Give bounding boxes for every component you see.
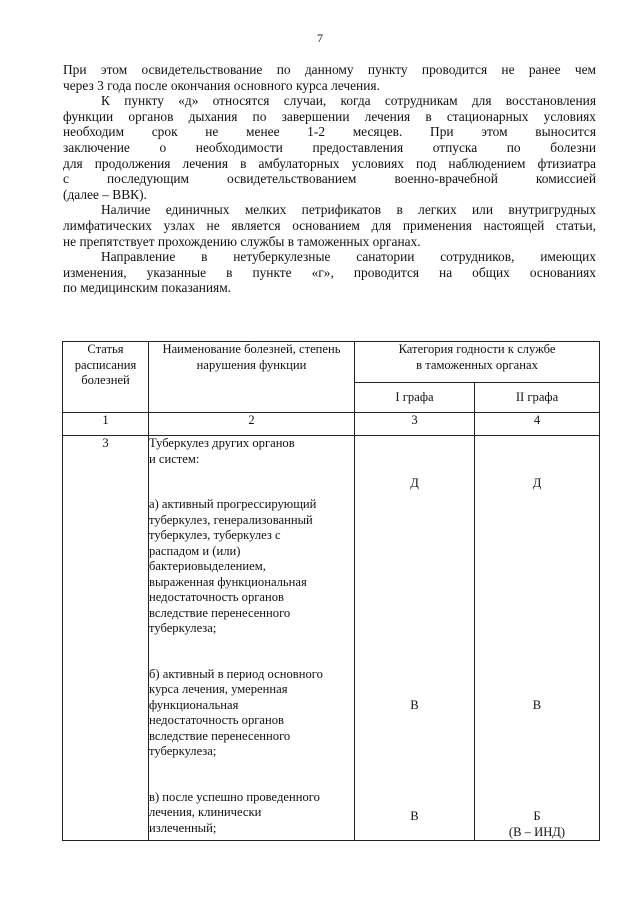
column-number-row	[63, 413, 600, 436]
paragraph-line: лимфатических узлах не является основанием для применения настоящей статьи,	[63, 217, 596, 233]
text-line: вследствие перенесенного	[149, 728, 291, 743]
item-b	[149, 667, 354, 760]
text-line: и систем:	[149, 451, 200, 466]
table-row	[63, 436, 600, 841]
article-number: 3	[63, 436, 149, 841]
header-column-i: I графа	[355, 383, 475, 413]
header-line: в таможенных органах	[416, 357, 538, 372]
header-fitness-category	[355, 342, 600, 383]
paragraph-3	[63, 202, 596, 249]
item-a	[149, 497, 354, 637]
text-line: выраженная функциональная	[149, 574, 307, 589]
column-number: 2	[149, 413, 355, 436]
header-line: нарушения функции	[196, 357, 307, 372]
paragraph-line: для продолжения лечения в амбулаторных условиях под наблюдением фтизиатра	[63, 155, 596, 171]
fitness-category-table	[62, 341, 600, 841]
text-line: в) после успешно проведенного	[149, 789, 320, 804]
category-mark-note: (В – ИНД)	[508, 824, 566, 839]
header-column-ii: II графа	[475, 383, 600, 413]
text-line: бактериовыделением,	[149, 559, 266, 573]
paragraph-line: через 3 года после окончания основного курса лечения.	[63, 77, 380, 93]
paragraph-line: Наличие единичных мелких петрификатов в легких или внутригрудных	[101, 202, 596, 218]
paragraph-line: по медицинским показаниям.	[63, 280, 232, 296]
text-line: функциональная	[149, 697, 239, 712]
text-line: туберкулез, генерализованный	[149, 512, 313, 527]
item-c	[149, 790, 354, 837]
category-mark: В	[410, 697, 419, 712]
page-number: 7	[317, 31, 323, 45]
category-mark: В	[410, 809, 419, 823]
category-mark: Д	[410, 476, 419, 490]
category-column-i	[355, 436, 475, 841]
text-line: недостаточность органов	[149, 713, 285, 727]
paragraph-line: функции органов дыхания по завершении лечения в стационарных условиях	[63, 108, 596, 124]
text-line: а) активный прогрессирующий	[149, 497, 317, 511]
paragraph-line: не препятствует прохождению службы в таможенных органах.	[63, 233, 421, 249]
paragraph-line: необходим срок не менее 1-2 месяцев. При этом выносится	[63, 124, 596, 140]
text-line: курса лечения, умеренная	[149, 682, 288, 696]
paragraph-line: К пункту «д» относятся случаи, когда сотрудникам для восстановления	[101, 93, 596, 109]
header-line: Статья	[87, 342, 124, 356]
text-line: туберкулез, туберкулез с	[149, 528, 281, 542]
table-header-row	[63, 342, 600, 383]
text-line: Туберкулез других органов	[149, 436, 295, 450]
body-text	[63, 62, 596, 296]
paragraph-4	[63, 249, 596, 296]
text-line: б) активный в период основного	[149, 666, 323, 681]
text-line: туберкулеза;	[149, 744, 217, 758]
header-article	[63, 342, 149, 413]
text-line: распадом и (или)	[149, 543, 241, 558]
header-line: болезней	[81, 373, 130, 387]
text-line: вследствие перенесенного	[149, 605, 291, 620]
text-line: недостаточность органов	[149, 590, 285, 604]
category-column-ii	[475, 436, 600, 841]
header-disease-name	[149, 342, 355, 413]
disease-description	[149, 436, 355, 841]
text-line: лечения, клинически	[149, 805, 262, 819]
paragraph-line: Направление в нетуберкулезные санатории сотрудников, имеющих	[101, 249, 596, 265]
paragraph-line: При этом освидетельствование по данному пункту проводится не ранее чем	[63, 62, 596, 77]
text-line: излеченный;	[149, 820, 217, 835]
column-number: 1	[63, 413, 149, 436]
category-mark: Д	[532, 476, 542, 490]
paragraph-1	[63, 62, 596, 93]
paragraph-line: (далее – ВВК).	[63, 186, 147, 202]
category-mark: Б	[533, 809, 541, 823]
column-number: 3	[355, 413, 475, 436]
paragraph-line: с последующим освидетельствованием военно-врачебной комиссией	[63, 171, 596, 187]
text-line: туберкулеза;	[149, 621, 217, 635]
category-mark: В	[532, 697, 542, 712]
paragraph-line: изменения, указанные в пункте «г», проводится на общих основаниях	[63, 264, 596, 280]
header-line: Наименование болезней, степень	[162, 342, 341, 356]
header-line: Категория годности к службе	[398, 342, 556, 356]
disease-title	[149, 436, 354, 467]
column-number: 4	[475, 413, 600, 436]
paragraph-2	[63, 93, 596, 202]
paragraph-line: заключение о необходимости предоставления отпуска по болезни	[63, 139, 596, 155]
header-line: расписания	[74, 357, 137, 372]
